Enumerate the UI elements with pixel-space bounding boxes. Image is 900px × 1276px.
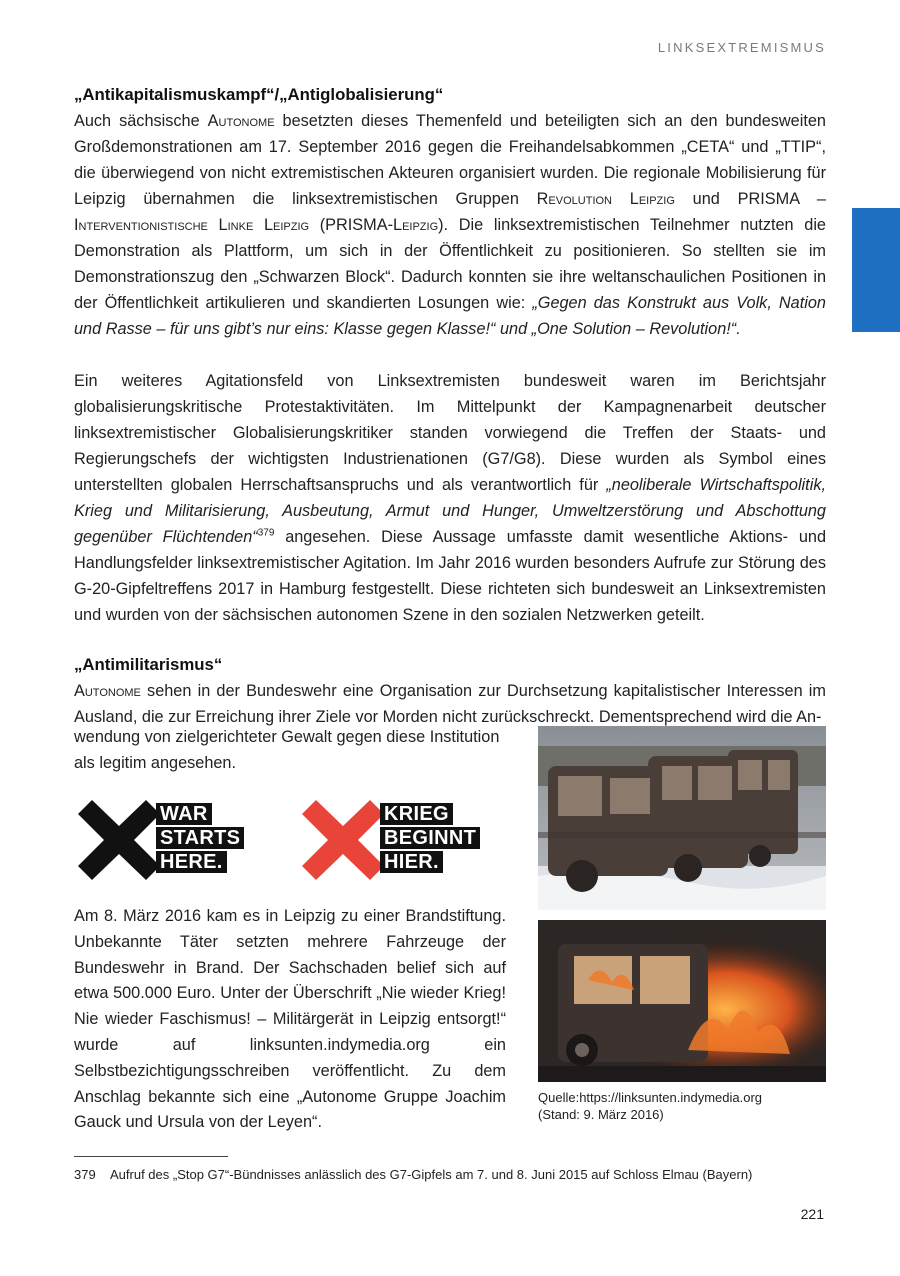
- text-run: Interventionistische Linke Leipzig: [74, 216, 310, 234]
- x-shape: [302, 800, 384, 880]
- text-run: Ein weiteres Agitationsfeld von Linksextremisten bundesweit waren im Berichtsjahr globalisierungskritische Protestaktivitäten. Im Mittelpunkt der Kampagnenarbeit deutscher linksextremistischer Globalisierungskritiker standen vorwiegend die Treffen der Staats- und Regierungschefs der wichtigsten Industrienationen (G7/G8). Diese wurden als Symbol eines unterstellten globalen Herrschaftsanspruchs und als verantwortlich für: [74, 372, 826, 494]
- logo-text-line: BEGINNT: [380, 827, 480, 849]
- text-run: Autonome: [207, 112, 275, 130]
- quote-stop-g7: „neoliberale Wirtschaftspolitik, Krieg und Militarisierung, Ausbeutung, Armut und Hunger, Umweltzerstörung und Abschottung gegenüber Flüchtenden“: [74, 476, 826, 546]
- text-run: Autonome: [74, 682, 141, 700]
- paragraph-bundeswehr: [74, 678, 826, 730]
- caption-source: Quelle:https://linksunten.indymedia.org: [538, 1090, 763, 1105]
- text-run: Revolution Leipzig: [536, 190, 675, 208]
- logo-war-starts-here: [78, 800, 250, 880]
- photo-burnt-trucks: [538, 726, 826, 910]
- text-run: sehen in der Bundeswehr eine Organisation zur Durchsetzung kapitalistischer Interessen im Ausland, die zur Erreichung ihrer Ziele vor Morden nicht zurückschreckt. Dementsprechend wird die An-: [74, 682, 826, 726]
- text-run: wendung von zielgerichteter Gewalt gegen diese Institution als legitim angesehen.: [74, 728, 500, 772]
- logo-text-line: KRIEG: [380, 803, 453, 825]
- page-number: 221: [800, 1206, 824, 1222]
- logo-text-line: HIER.: [380, 851, 443, 873]
- footnote-text: Aufruf des „Stop G7“-Bündnisses anlässlich des G7-Gipfels am 7. und 8. Juni 2015 auf Schloss Elmau (Bayern): [110, 1167, 753, 1182]
- text-run: (PRISMA-: [309, 216, 394, 234]
- text-run: und PRISMA –: [674, 190, 826, 208]
- text-run: Auch sächsische: [74, 112, 208, 130]
- section-heading-antimilitarismus: „Antimilitarismus“: [74, 655, 223, 674]
- logo-krieg-beginnt-hier: [302, 800, 490, 880]
- caption-date: (Stand: 9. März 2016): [538, 1107, 664, 1122]
- text-run: ). Die linksextremistischen Teilnehmer nutzten die Demonstration als Plattform, um sich in der Öffentlichkeit zu positionieren. So stellten sie im Demonstrationszug den „Schwarzen Block“. Dadurch konnten sie ihre weltanschaulichen Positionen in der Öffentlichkeit artikulieren und skandierten Losungen wie:: [74, 216, 826, 312]
- paragraph-arson-leipzig: Am 8. März 2016 kam es in Leipzig zu einer Brandstiftung. Unbekannte Täter setzten mehrere Fahrzeuge der Bundeswehr in Brand. Der Sachschaden belief sich auf etwa 500.000 Euro. Unter der Überschrift „Nie wieder Krieg! Nie wieder Faschismus! – Militärgerät in Leipzig entsorgt!“ wurde auf linksunten.indymedia.org ein Selbstbezichtigungsschreiben veröffentlicht. Zu dem Anschlag bekannte sich eine „Autonome Gruppe Joachim Gauck und Ursula von der Leyen“.: [74, 907, 506, 1132]
- footnote-divider: [74, 1156, 228, 1157]
- logo-text-line: STARTS: [156, 827, 244, 849]
- footnote-number: 379: [74, 1167, 96, 1182]
- chapter-tab-marker: [852, 208, 900, 332]
- logo-text-line: WAR: [156, 803, 212, 825]
- text-run: Leipzig: [393, 216, 439, 234]
- paragraph-ceta-ttip: [74, 108, 826, 342]
- x-mark-icon: [78, 800, 160, 880]
- text-run: angesehen. Diese Aussage umfasste damit wesentliche Aktions- und Handlungsfelder linksextremistischer Agitation. Im Jahr 2016 wurden besonders Aufrufe zur Störung des G-20-Gipfeltreffens 2017 in Hamburg festgestellt. Diese richteten sich bundesweit an Linksextremisten und wurden von der sächsischen autonomen Szene in den sozialen Netzwerken geteilt.: [74, 528, 826, 624]
- footnote-379: [74, 1166, 752, 1184]
- x-mark-icon: [302, 800, 384, 880]
- logo-text-line: HERE.: [156, 851, 227, 873]
- photo-caption: [538, 1089, 828, 1123]
- paragraph-g7-g8: [74, 368, 826, 628]
- footnote-reference[interactable]: 379: [257, 527, 275, 539]
- x-shape: [78, 800, 160, 880]
- section-heading-antikapitalismus: „Antikapitalismuskampf“/„Antiglobalisierung“: [74, 85, 444, 104]
- quote-slogans: „Gegen das Konstrukt aus Volk, Nation und Rasse – für uns gibt’s nur eins: Klasse gegen Klasse!“ und „One Solution – Revolution!“.: [74, 294, 826, 338]
- paragraph-bundeswehr-continued: [74, 724, 506, 776]
- photo-burning-truck: [538, 920, 826, 1082]
- main-content: [74, 82, 826, 730]
- running-header: LINKSEXTREMISMUS: [657, 40, 826, 55]
- text-run: besetzten dieses Themenfeld und beteiligten sich an den bundesweiten Großdemonstrationen am 17. September 2016 gegen die Freihandelsabkommen „CETA“ und „TTIP“, die überwiegend von nicht extremistischen Akteuren organisiert wurden. Die regionale Mobilisierung für Leipzig übernahmen die linksextremistischen Gruppen: [74, 112, 826, 208]
